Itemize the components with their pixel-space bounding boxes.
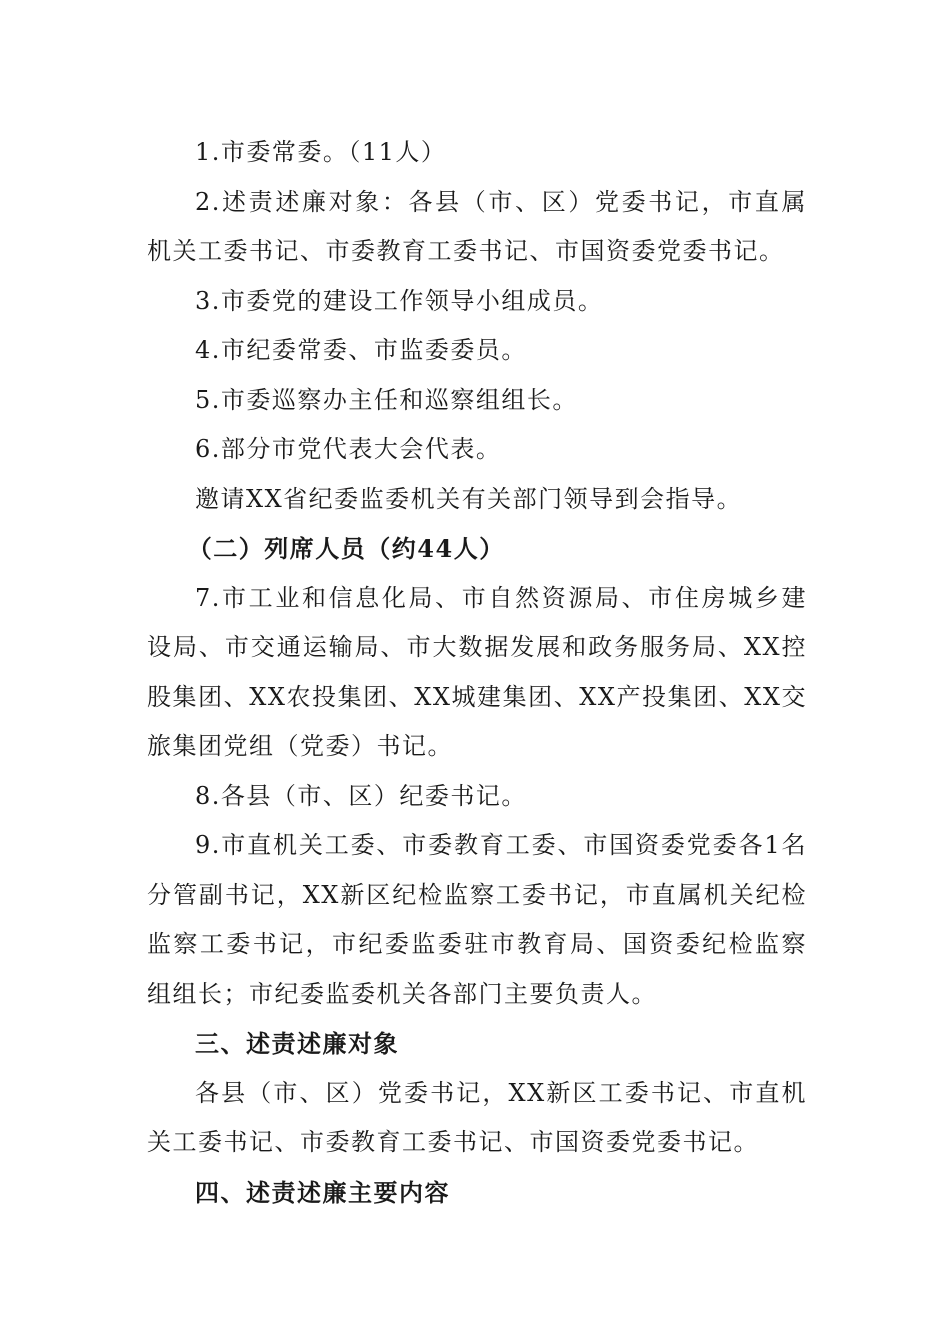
item-5: 5.市委巡察办主任和巡察组组长。 (195, 385, 578, 414)
section-heading-4: 四、述责述廉主要内容 (195, 1177, 450, 1207)
item-7: 7.市工业和信息化局、市自然资源局、市住房城乡建设局、市交通运输局、市大数据发展和政务服务局、XX控股集团、XX农投集团、XX城建集团、XX产投集团、XX交旅集团党组（党委）书记。 (147, 583, 807, 760)
section-3-body: 各县（市、区）党委书记，XX新区工委书记、市直机关工委书记、市委教育工委书记、市国资委党委书记。 (147, 1078, 807, 1156)
item-9: 9.市直机关工委、市委教育工委、市国资委党委各1名分管副书记，XX新区纪检监察工委书记，市直属机关纪检监察工委书记，市纪委监委驻市教育局、国资委纪检监察组组长；市纪委监委机关各部门主要负责人。 (147, 831, 807, 1008)
item-8: 8.各县（市、区）纪委书记。 (195, 781, 527, 810)
item-1: 1.市委常委。（11人） (195, 138, 447, 166)
item-4: 4.市纪委常委、市监委委员。 (195, 336, 527, 364)
section-heading-attendees: （二）列席人员（约44人） (187, 534, 505, 563)
invitation-note: 邀请XX省纪委监委机关有关部门领导到会指导。 (195, 484, 743, 513)
item-3: 3.市委党的建设工作领导小组成员。 (195, 286, 604, 315)
section-heading-3: 三、述责述廉对象 (195, 1029, 399, 1058)
item-6: 6.部分市党代表大会代表。 (195, 435, 502, 463)
document-body (147, 128, 807, 1217)
item-2: 2.述责述廉对象：各县（市、区）党委书记，市直属机关工委书记、市委教育工委书记、市国资委党委书记。 (147, 187, 807, 265)
